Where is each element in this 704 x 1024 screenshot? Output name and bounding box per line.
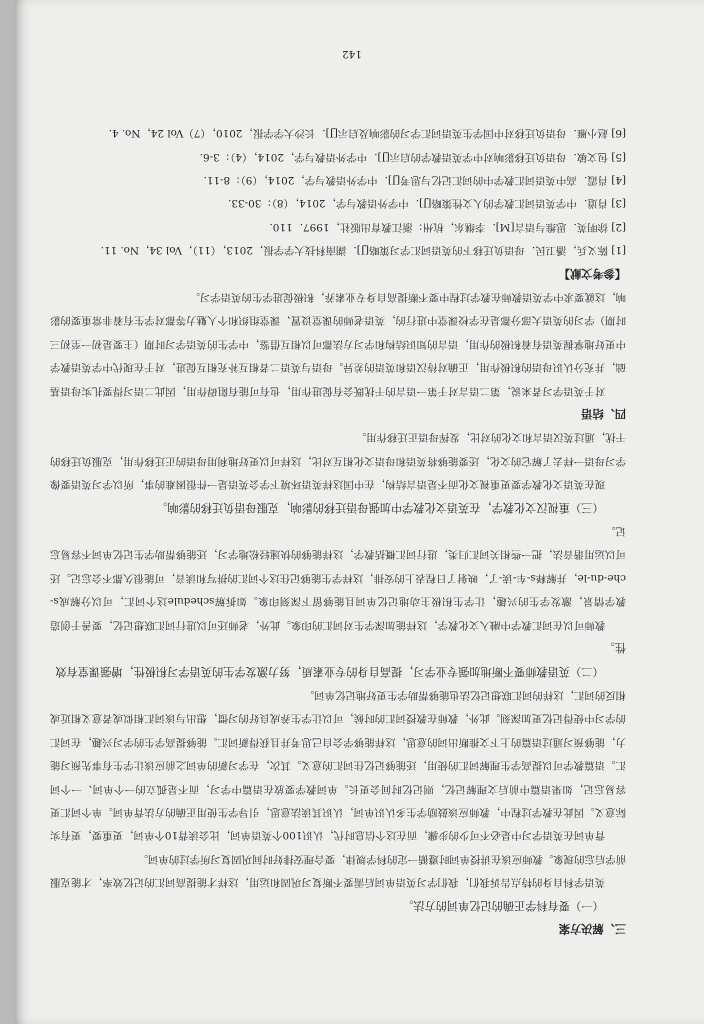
page-number: 142: [342, 48, 362, 60]
reference-item: [6] 赵小雁．母语负迁移对中国学生英语词汇学习的影响及启示[J]．长沙大学学报，2010，（7）Vol 24，No. 4．: [101, 127, 626, 140]
paragraph: 对于英语学习者来说，第二语言对于第一语言的干扰既会有促进作用，也有可能有阻碍作用，因此二语习得要扎实母语基础，并充分认识母语的积极作用，正确对待汉语和英语的差异。母语与英语二者相互补充相互促进，对于在现代中学英语教学中更好地掌握英语有着积极的作用，语言的知识结构和学习方法都可以相互借鉴，中学生的英语学习时期（主要是初一至初三时期）学习的英语大部分都是在学校课堂中进行的，英语老师的课堂设置、课堂组织和个人魅力等都对学生有着非常重要的影响，这就要求中学英语教师在教学过程中要不断提高自身专业素养，积极促进学生的英语学习。: [50, 291, 626, 397]
page-content: [50, 121, 626, 940]
paragraph: 背单词在英语学习中是必不可少的步骤，而在这个信息时代，认识100个英语单词，比会读背10个单词，更重要，更有实际意义。因此在教学过程中，教师应该鼓励学生多认识单词，认识其读法意思，引导学生使用正确的方法背单词。单个词汇更容易忘记，如果语篇中前后文理解记忆，则记忆时间会更长。单词教学要放在语篇中学习，而不是孤立的一个单词、一个词汇。语篇教学可以提高学生理解词汇的使用，还能够记忆住词汇的意义。其次，在学习新的单词之前应该让学生有事先预习能力，能够预习通过语篇的上下文推断出词的意思，这样能够学会自己思考并且获得新词汇。能够提高学生的学习兴趣，在词汇的学习中使得记忆更加深刻。此外，教师在教授词汇的时候，可以让学生养成良好的习惯，想出与该词汇相似或者意义相近或相反的词汇，这样的词汇联想记忆法也能够帮助学生更好地记忆单词。: [50, 688, 626, 842]
reference-item: [2] 徐明英．思维与语言[M]．李继东，杭州：浙江教育出版社，1997．110．: [262, 220, 626, 233]
references-heading: 【参考文献】: [558, 266, 626, 281]
section-heading-conclusion: 四、结语: [581, 407, 626, 422]
subheading-memory-method: （一）要有科学正确的记忆单词的方法。: [402, 898, 604, 912]
paragraph: 现在英语文化教学要更重视文化而不是语言结构，在中国这样英语环境下学会英语是一件很困难的事，所以学习英语要像学习母语一样去了解它的文化，还要能够将英语和母语文化相互对比，这样可以更好地利用母语的正迁移作用，克服负迁移的干扰，通过英汉语言和文化的对比，发挥母语正迁移作用。: [50, 431, 626, 491]
subheading-culture-teaching: （三）重视汉文化教学，在英语文化教学中加强母语迁移的影响，克服母语负迁移的影响。: [156, 500, 604, 514]
paragraph: 英语学科自身的特点告诉我们，我们学习英语单词后需要不断复习巩固和运用，这样才能提高词汇的记忆效率，才能克服前学后忘的现象。教师应该在讲授单词时遵循一定的科学规律，要合理安排好时间巩固复习所学过的单词。: [50, 852, 626, 889]
reference-item: [3] 肖道．中学英语词汇教学的人文性策略[J]．中学外语教与学，2014，（8）：30-33．: [220, 197, 626, 210]
subheading-teacher-quality: （二）英语教师要不断地加强专业学习，提高自身的专业素质，努力激发学生的英语学习积极性，增强课堂有效性。: [55, 641, 626, 678]
reference-item: [1] 陈义兵，潘卫民．母语负迁移下的英语词汇学习策略[J]．湖南科技大学学报，2013，（11），Vol 34，No. 11.: [100, 244, 626, 257]
reference-item: [4] 肖霞．高中英语词汇教学中的词汇记忆与思考[J]．中学外语教与学，2014，（9）：8-11．: [196, 174, 626, 186]
reference-list: [50, 121, 626, 261]
reference-item: [5] 包文敏．母语负迁移影响对中学英语教学的启示[J]．中学外语教与学，2014，（4）：3-6．: [192, 150, 626, 163]
paragraph: 教师可以在词汇教学中融入文化教学，这样能加深学生对词汇的印象。此外，老师还可以进行词汇联想记忆，要善于创造教学情景，激发学生的兴趣，让学生积极主动地记忆单词且能够留下深刻印象。如拆解schedule这个词汇，可以分解成s-che-du-le，并解释s-车-读-了，映射了日程表上的安排，这样学生能够记住这个词汇的拼写和读音，可能很久都不会忘记。还可以运用谐音法，把一些相关词汇归类，进行词汇概括教学，这样能够的快速轻松地学习，还能够帮助学生记忆单词不容易忘记。: [50, 525, 626, 631]
section-heading-solutions: 三、解决方案: [558, 922, 626, 936]
